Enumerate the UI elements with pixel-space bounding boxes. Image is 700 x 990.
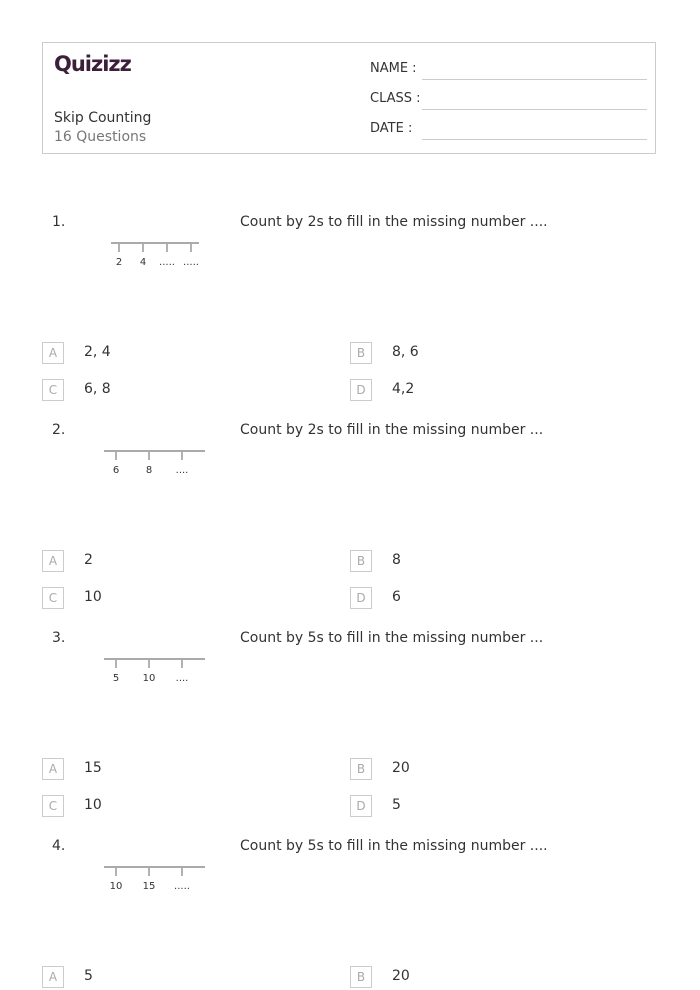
- tick-label: ....: [175, 673, 189, 684]
- class-label: CLASS :: [370, 91, 421, 106]
- question-count: 16 Questions: [54, 129, 147, 145]
- worksheet-header: [42, 42, 656, 154]
- worksheet-title: Skip Counting: [54, 110, 152, 126]
- option-letter: B: [350, 342, 372, 364]
- number-line-image: [104, 648, 215, 688]
- tick-label: 15: [142, 881, 156, 892]
- option-text: 15: [84, 760, 102, 776]
- name-label: NAME :: [370, 61, 417, 76]
- tick-label: 10: [142, 673, 156, 684]
- option-letter: A: [42, 550, 64, 572]
- option-letter: B: [350, 758, 372, 780]
- option-letter: C: [42, 795, 64, 817]
- quizizz-logo: Quizizz: [54, 52, 131, 76]
- class-field[interactable]: [422, 109, 647, 110]
- option-letter: A: [42, 342, 64, 364]
- option-letter: D: [350, 795, 372, 817]
- tick-label: 4: [139, 257, 147, 268]
- tick-label: 5: [112, 673, 120, 684]
- option-text: 8, 6: [392, 344, 419, 360]
- option-letter: A: [42, 966, 64, 988]
- option-letter: D: [350, 379, 372, 401]
- tick-label: .....: [159, 257, 175, 268]
- question-number: 1.: [52, 214, 66, 230]
- date-field[interactable]: [422, 139, 647, 140]
- question-text: Count by 2s to fill in the missing number ...: [240, 422, 544, 438]
- option-letter: B: [350, 550, 372, 572]
- question-number: 3.: [52, 630, 66, 646]
- option-text: 20: [392, 760, 410, 776]
- option-text: 5: [84, 968, 93, 984]
- option-text: 2: [84, 552, 93, 568]
- option-text: 6, 8: [84, 381, 111, 397]
- option-text: 8: [392, 552, 401, 568]
- tick-label: 2: [115, 257, 123, 268]
- option-text: 5: [392, 797, 401, 813]
- tick-label: .....: [183, 257, 199, 268]
- question-number: 2.: [52, 422, 66, 438]
- option-text: 10: [84, 797, 102, 813]
- option-text: 2, 4: [84, 344, 111, 360]
- option-letter: C: [42, 587, 64, 609]
- tick-label: 6: [112, 465, 120, 476]
- option-text: 20: [392, 968, 410, 984]
- name-field[interactable]: [422, 79, 647, 80]
- tick-label: ....: [175, 465, 189, 476]
- question-text: Count by 5s to fill in the missing number ...: [240, 630, 544, 646]
- option-text: 10: [84, 589, 102, 605]
- date-label: DATE :: [370, 121, 413, 136]
- question-number: 4.: [52, 838, 66, 854]
- number-line-image: [104, 856, 215, 896]
- tick-label: .....: [174, 881, 190, 892]
- option-letter: B: [350, 966, 372, 988]
- number-line-image: [104, 440, 215, 480]
- option-letter: C: [42, 379, 64, 401]
- tick-label: 8: [145, 465, 153, 476]
- number-line-image: [111, 232, 209, 272]
- option-text: 6: [392, 589, 401, 605]
- question-text: Count by 2s to fill in the missing number ....: [240, 214, 548, 230]
- tick-label: 10: [109, 881, 123, 892]
- option-letter: D: [350, 587, 372, 609]
- option-text: 4,2: [392, 381, 415, 397]
- question-text: Count by 5s to fill in the missing number ....: [240, 838, 548, 854]
- option-letter: A: [42, 758, 64, 780]
